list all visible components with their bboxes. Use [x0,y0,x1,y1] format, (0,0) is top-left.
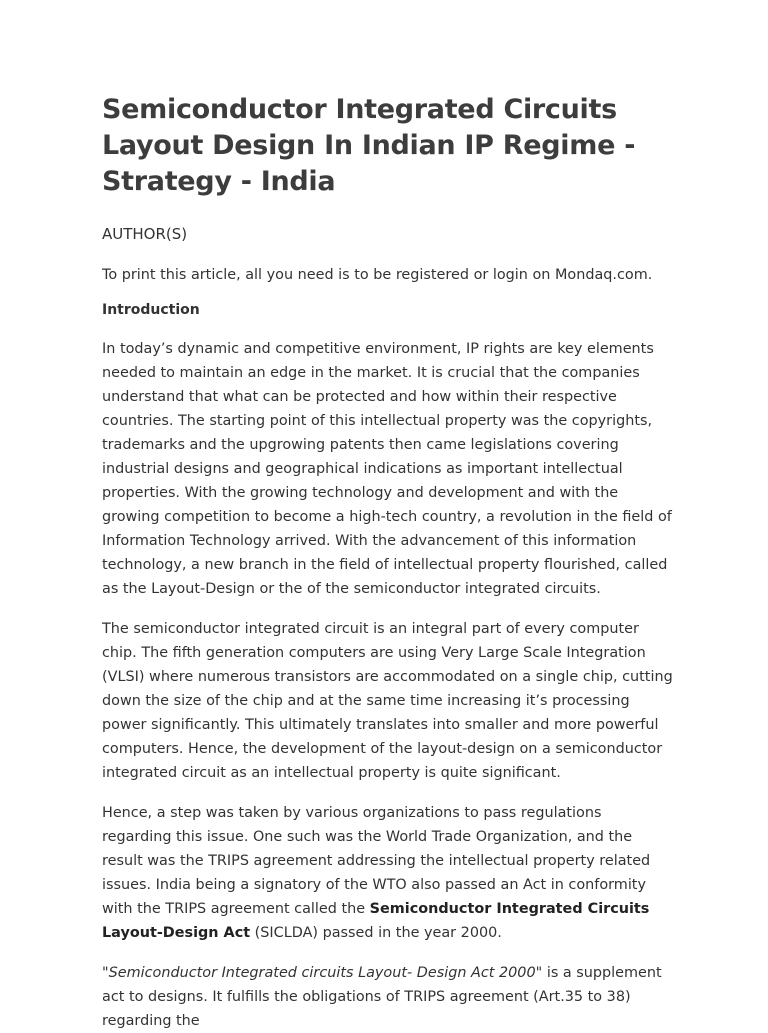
paragraph-semiconductor: The semiconductor integrated circuit is an integral part of every computer chip. The fifth generation computers are using Very Large Scale Integration (VLSI) where numerous transistors are accommodated on a single chip, cutting down the size of the chip and at the same time increasing it’s processing power significantly. This ultimately translates into smaller and more powerful computers. Hence, the development of the layout-design on a semiconductor integrated circuit as an intellectual property is quite significant. [102,621,673,781]
act-name-bold: Semiconductor Integrated Circuits Layout-Design Act [102,901,650,941]
paragraph-trips [102,801,674,945]
article-body [102,92,674,1033]
print-note: To print this article, all you need is to be registered or login on Mondaq.com. [102,267,653,283]
author-label: AUTHOR(S) [102,225,188,243]
paragraph-intro: In today’s dynamic and competitive environment, IP rights are key elements needed to maintain an edge in the market. It is crucial that the companies understand that what can be protected and how within their respective countries. The starting point of this intellectual property was the copyrights, trademarks and the upgrowing patents then came legislations covering industrial designs and geographical indications as important intellectual properties. With the growing technology and development and with the growing competition to become a high-tech country, a revolution in the field of Information Technology arrived. With the advancement of this information technology, a new branch in the field of intellectual property flourished, called as the Layout-Design or the of the semiconductor integrated circuits. [102,341,672,597]
paragraph-act-supplement-text: is a supplement act to designs. It fulfills the obligations of TRIPS agreement (Art.35 to 38) regarding the [102,965,662,1029]
paragraph-act-supplement [102,961,674,1033]
act-quote-italic: "Semiconductor Integrated circuits Layout- Design Act 2000" [102,965,543,981]
paragraph-trips-text: Hence, a step was taken by various organizations to pass regulations regarding this issue. One such was the World Trade Organization, and the result was the TRIPS agreement addressing the intellectual property related issues. India being a signatory of the WTO also passed an Act in conformity with the TRIPS agreement called the [102,805,651,917]
paragraph-trips-tail: (SICLDA) passed in the year 2000. [250,925,502,941]
section-heading-introduction: Introduction [102,302,200,318]
article-title: Semiconductor Integrated Circuits Layout Design In Indian IP Regime - Strategy - India [102,94,636,197]
